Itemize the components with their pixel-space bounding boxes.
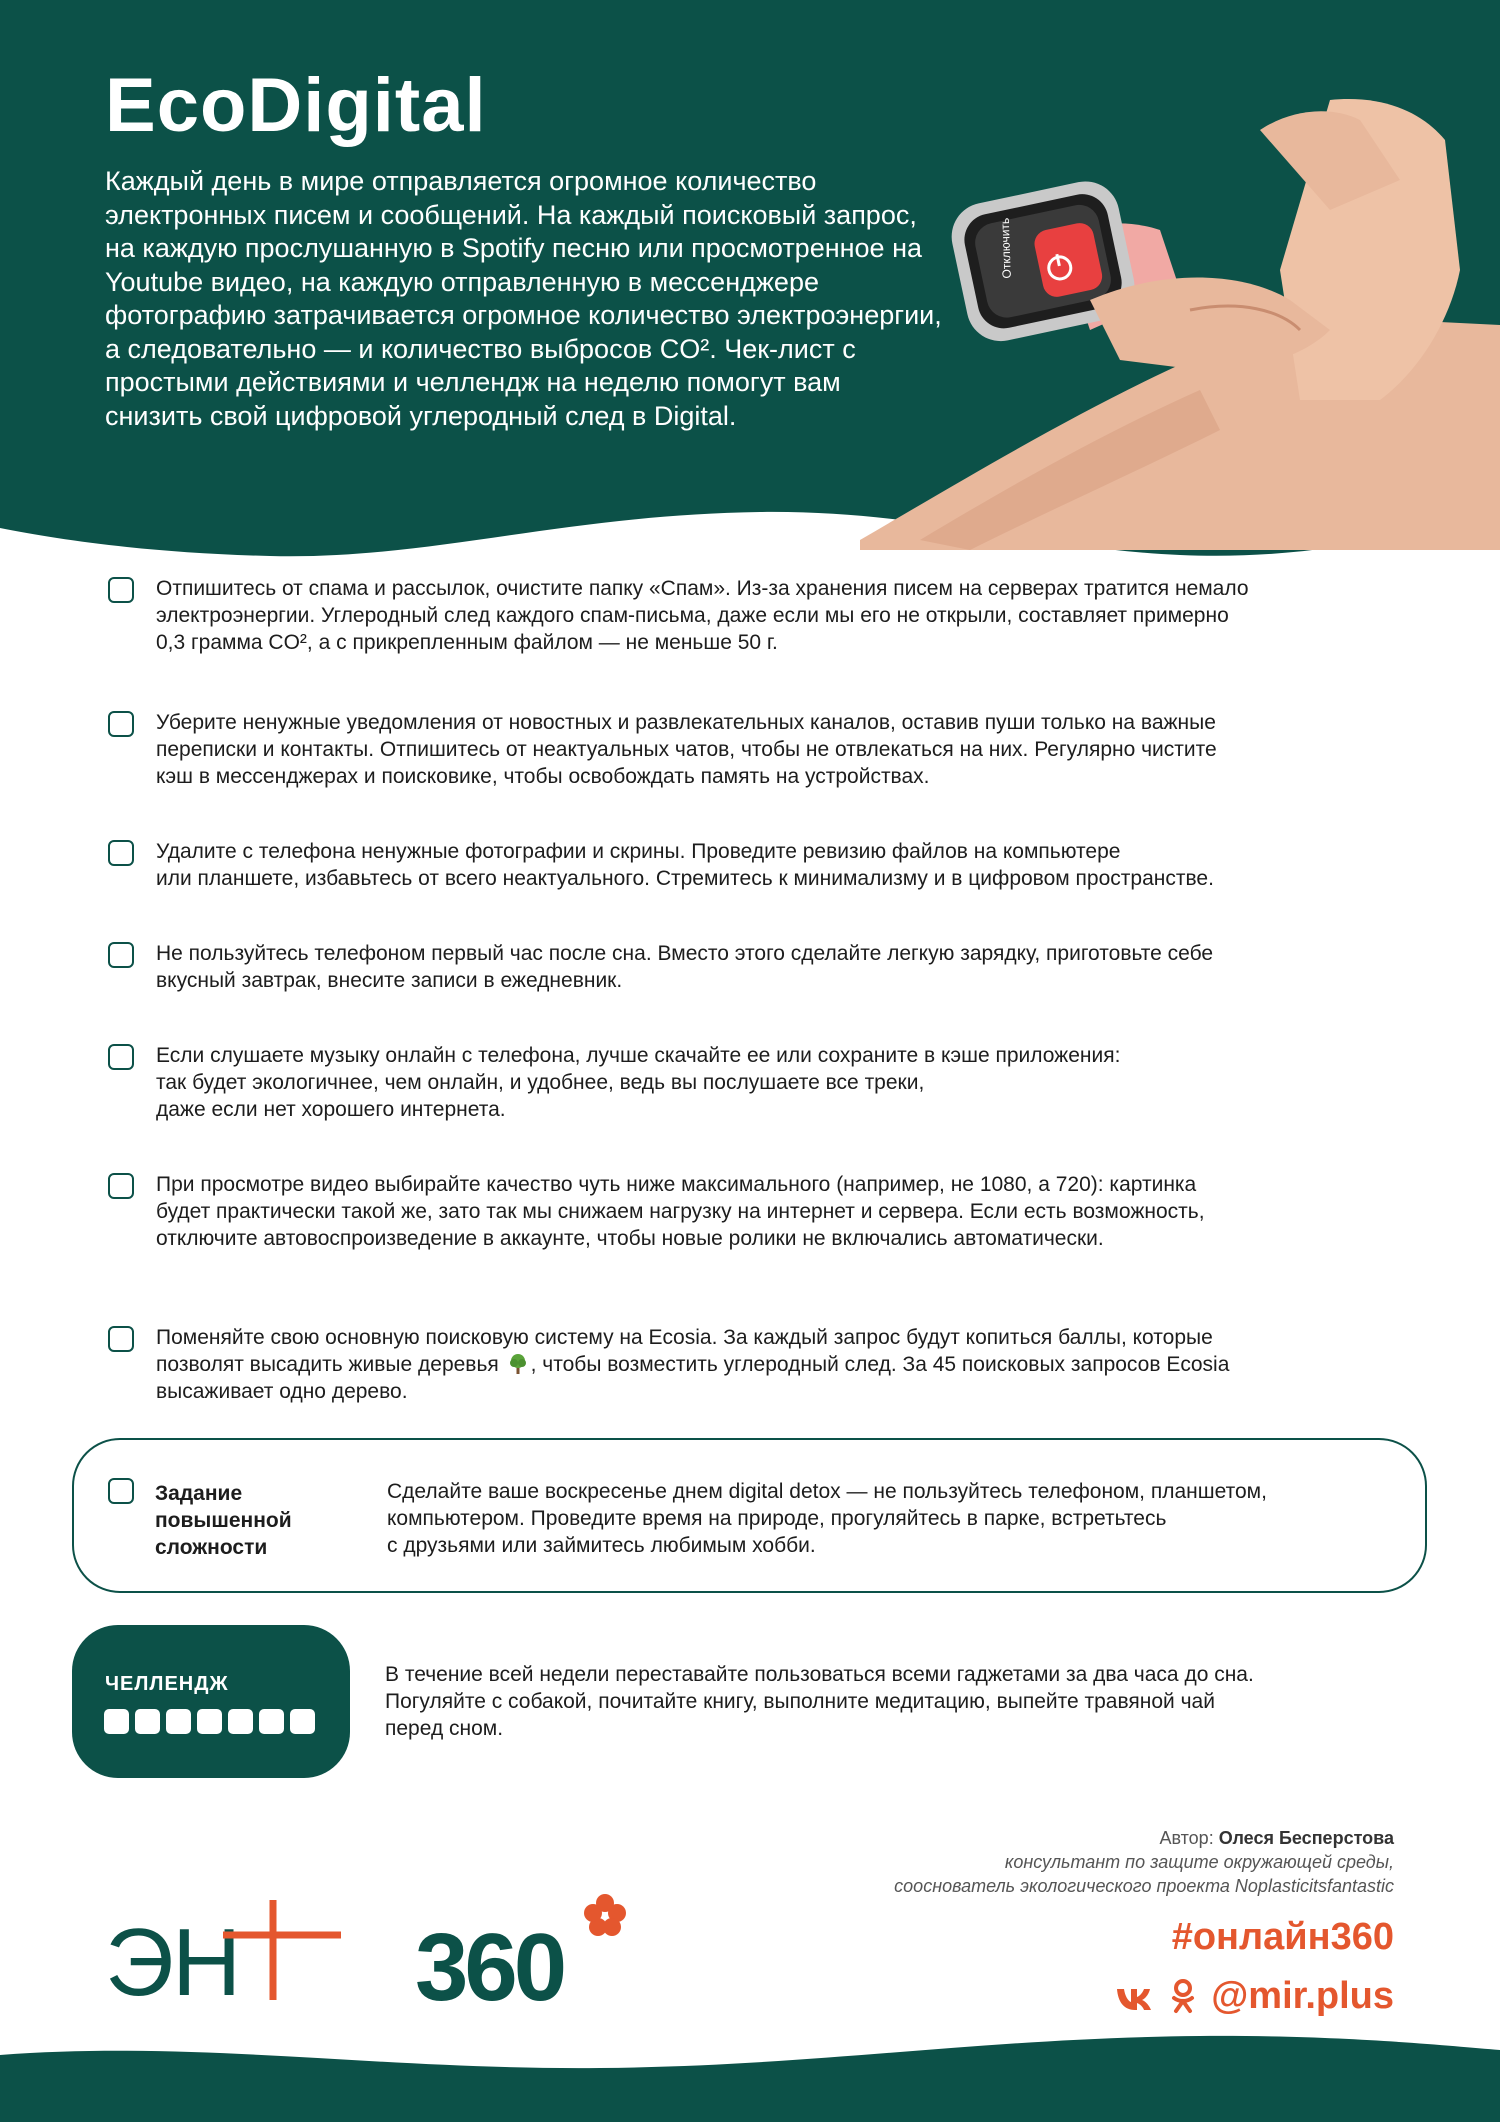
checklist-item-text: Уберите ненужные уведомления от новостных и развлекательных каналов, оставив пуши только на важные переписки и контакты. Отпишитесь от неактуальных чатов, чтобы не отвлекаться на них. Регулярно чистите кэш в мессенджерах и поисковике, чтобы освобождать память на устройствах. xyxy=(156,711,1217,788)
checklist-item-text: Не пользуйтесь телефоном первый час после сна. Вместо этого сделайте легкую зарядку, приготовьте себе вкусный завтрак, внесите записи в ежедневник. xyxy=(156,942,1214,992)
hard-task-checkbox[interactable] xyxy=(108,1478,134,1504)
checklist-item xyxy=(108,838,1418,892)
checklist-item xyxy=(108,709,1418,790)
checklist-checkbox[interactable] xyxy=(108,1173,134,1199)
checklist-checkbox[interactable] xyxy=(108,1326,134,1352)
ecosia-text-start: Поменяйте свою основную поисковую систему на Ecosia. За каждый запрос будут копиться баллы, которые позволят высадить живые деревья xyxy=(156,1326,1213,1376)
360-logo-text: 360 xyxy=(415,1914,564,2005)
en-logo-text: ЭН xyxy=(105,1909,240,2005)
checklist-checkbox[interactable] xyxy=(108,840,134,866)
tree-icon xyxy=(507,1353,529,1375)
challenge-day-box[interactable] xyxy=(104,1709,129,1734)
watch-button-label: Отключить xyxy=(997,217,1014,279)
checklist-item-text: Отпишитесь от спама и рассылок, очистите папку «Спам». Из-за хранения писем на серверах тратится немало электроэнергии. Углеродный след каждого спам-письма, даже если мы его не открыли, составляет примерно 0,3 грамма CO², а с прикрепленным файлом — не меньше 50 г. xyxy=(156,577,1249,654)
social-links xyxy=(1115,1975,1394,2018)
hashtag[interactable]: #онлайн360 xyxy=(1171,1916,1394,1958)
checklist-item xyxy=(108,1324,1418,1405)
checklist-item-text: При просмотре видео выбирайте качество чуть ниже максимального (например, не 1080, а 720): картинка будет практически такой же, зато так мы снижаем нагрузку на интернет и сервера. Если есть возможность, отключите автовоспроизведение в аккаунте, чтобы новые ролики не включались автоматически. xyxy=(156,1173,1205,1250)
author-role-line-2: сооснователь экологического проекта Noplasticitsfantastic xyxy=(894,1876,1394,1896)
checklist-checkbox[interactable] xyxy=(108,1044,134,1070)
ok-icon[interactable] xyxy=(1163,1979,1203,2015)
hand-with-smartwatch-illustration xyxy=(860,70,1500,550)
challenge-day-box[interactable] xyxy=(290,1709,315,1734)
checklist-item xyxy=(108,1042,1418,1123)
checklist-item xyxy=(108,575,1418,656)
checklist-checkbox[interactable] xyxy=(108,711,134,737)
checklist-item xyxy=(108,940,1418,994)
ecosia-text-end: , чтобы возместить углеродный след. За 45 поисковых запросов Ecosia высаживает одно дерево. xyxy=(156,1353,1230,1403)
author-credit xyxy=(894,1826,1394,1898)
challenge-label: ЧЕЛЛЕНДЖ xyxy=(105,1673,229,1695)
challenge-day-box[interactable] xyxy=(135,1709,160,1734)
hard-task-text: Сделайте ваше воскресенье днем digital detox — не пользуйтесь телефоном, планшетом, компьютером. Проведите время на природе, прогуляйтесь в парке, встретьтесь с друзьями или займитесь любимым хобби. xyxy=(387,1480,1267,1557)
checklist-item-text: Удалите с телефона ненужные фотографии и скрины. Проведите ревизию файлов на компьютере или планшете, избавьтесь от всего неактуального. Стремитесь к минимализму и в цифровом пространстве. xyxy=(156,840,1214,890)
footer-wave xyxy=(0,2030,1500,2122)
challenge-text: В течение всей недели переставайте пользоваться всеми гаджетами за два часа до сна. Погуляйте с собакой, почитайте книгу, выполните медитацию, выпейте травяной чай перед сном. xyxy=(385,1663,1254,1740)
checklist-item xyxy=(108,1171,1418,1252)
challenge-day-box[interactable] xyxy=(197,1709,222,1734)
author-name: Олеся Бесперстова xyxy=(1218,1828,1394,1848)
author-prefix: Автор: xyxy=(1159,1828,1214,1848)
hard-task-box xyxy=(72,1438,1427,1593)
challenge-badge xyxy=(72,1625,350,1778)
author-role-line-1: консультант по защите окружающей среды, xyxy=(1004,1852,1394,1872)
challenge-day-box[interactable] xyxy=(228,1709,253,1734)
checklist-checkbox[interactable] xyxy=(108,577,134,603)
page-title: EcoDigital xyxy=(105,63,487,148)
hard-task-label: Задание повышенной сложности xyxy=(155,1482,292,1559)
checklist-checkbox[interactable] xyxy=(108,942,134,968)
checklist-item-text xyxy=(156,1324,1418,1405)
challenge-day-boxes xyxy=(104,1709,315,1734)
challenge-day-box[interactable] xyxy=(166,1709,191,1734)
360-logo xyxy=(415,1890,640,2005)
challenge-day-box[interactable] xyxy=(259,1709,284,1734)
vk-icon[interactable] xyxy=(1115,1979,1155,2015)
social-handle[interactable]: @mir.plus xyxy=(1211,1975,1394,2017)
checklist-item-text: Если слушаете музыку онлайн с телефона, лучше скачайте ее или сохраните в кэше приложения: так будет экологичнее, чем онлайн, и удобнее, ведь вы послушаете все треки, даже если нет хорошего интернета. xyxy=(156,1044,1121,1121)
intro-paragraph: Каждый день в мире отправляется огромное количество электронных писем и сообщений. На каждый поисковый запрос, на каждую прослушанную в Spotify песню или просмотренное на Youtube видео, на каждую отправленную в мессенджере фотографию затрачивается огромное количество электроэнергии, а следовательно — и количество выбросов CO². Чек-лист с простыми действиями и челлендж на неделю помогут вам снизить свой цифровой углеродный след в Digital. xyxy=(105,166,942,431)
en-plus-logo xyxy=(105,1895,345,2005)
